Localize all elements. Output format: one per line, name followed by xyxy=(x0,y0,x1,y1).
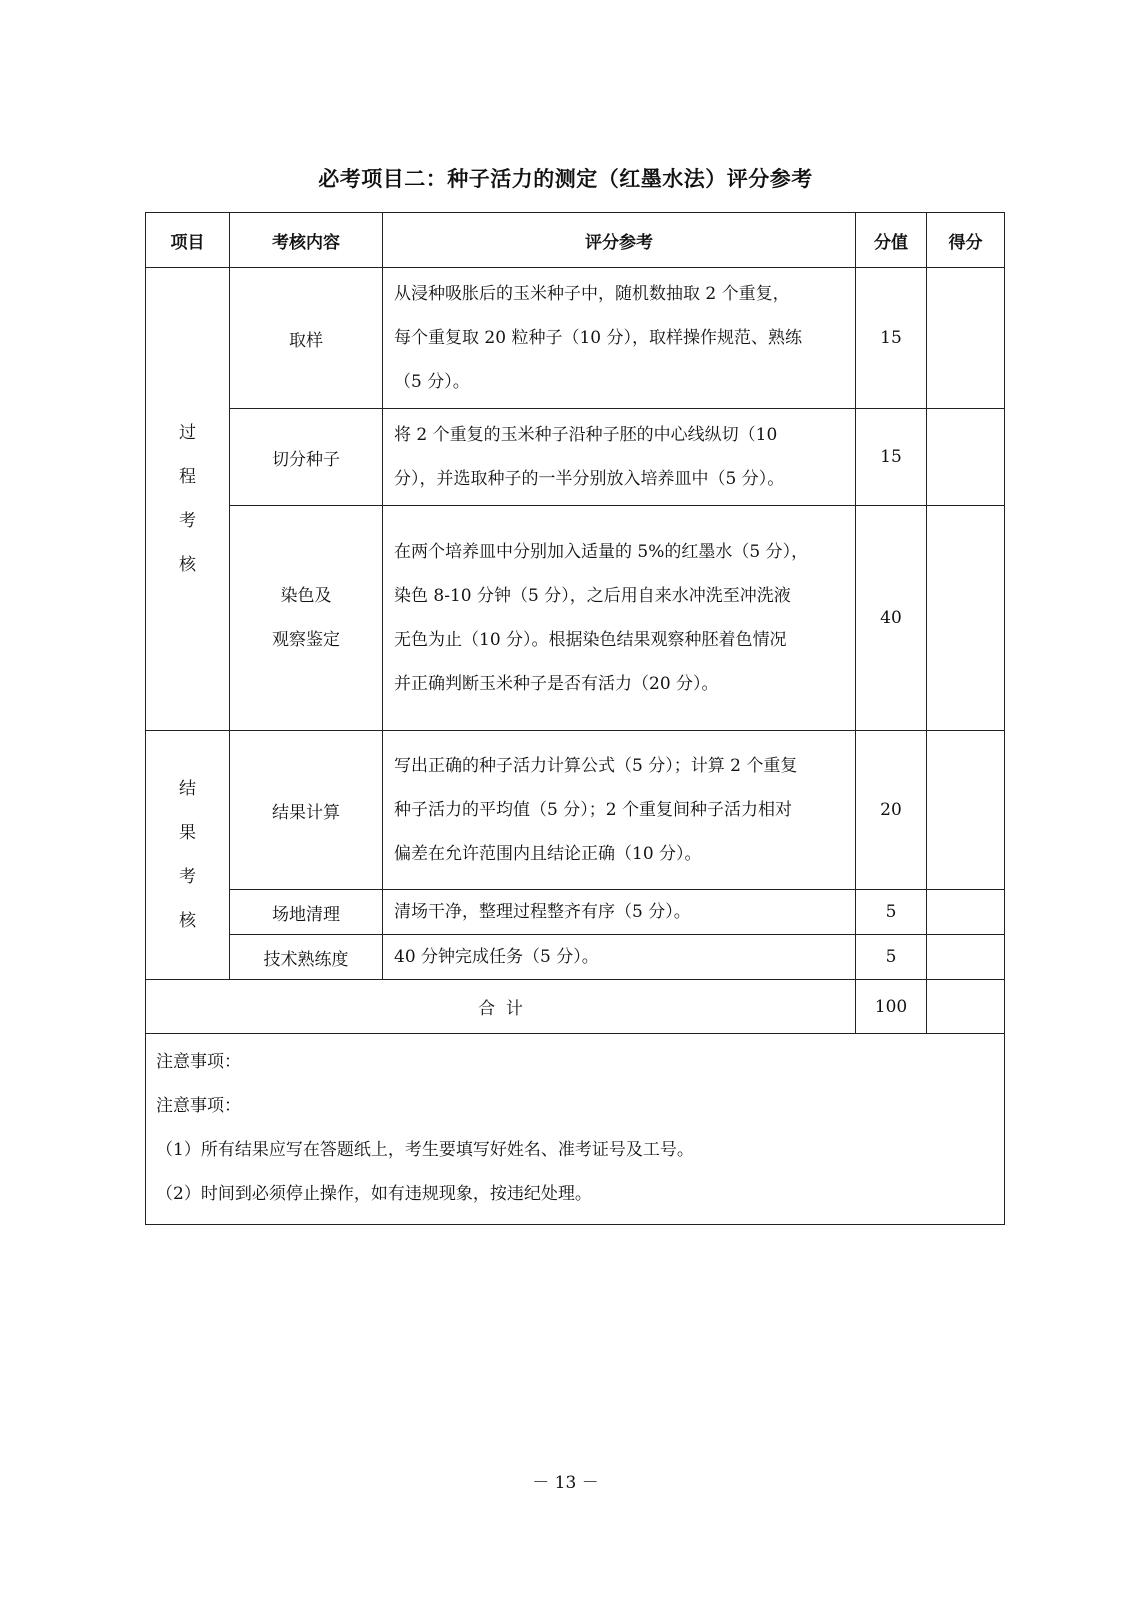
criteria-cell xyxy=(383,409,856,506)
group-label-char: 程 xyxy=(179,467,196,487)
table-row xyxy=(146,731,1005,890)
got-cell xyxy=(927,935,1005,980)
criteria-line: 种子活力的平均值（5 分）；2 个重复间种子活力相对 xyxy=(394,800,792,820)
score-cell: 5 xyxy=(856,890,927,935)
group-label-process xyxy=(146,268,230,731)
group-label-result xyxy=(146,731,230,980)
notes-line: 注意事项： xyxy=(156,1052,241,1072)
content-cell: 结果计算 xyxy=(230,731,383,890)
score-cell: 5 xyxy=(856,935,927,980)
criteria-line: 染色 8-10 分钟（5 分），之后用自来水冲洗至冲洗液 xyxy=(394,586,791,606)
score-cell: 15 xyxy=(856,268,927,409)
content-cell: 切分种子 xyxy=(230,409,383,506)
group-label-char: 核 xyxy=(179,911,196,931)
table-row xyxy=(146,409,1005,506)
total-label: 合 计 xyxy=(146,980,856,1034)
notes-line: 注意事项： xyxy=(156,1096,241,1116)
score-cell: 40 xyxy=(856,506,927,731)
notes-line: （2）时间到必须停止操作，如有违规现象，按违纪处理。 xyxy=(156,1184,592,1204)
content-line: 染色及 xyxy=(280,586,332,606)
header-row xyxy=(146,213,1005,268)
notes-cell xyxy=(146,1034,1005,1225)
header-content: 考核内容 xyxy=(230,213,383,268)
group-label-char: 考 xyxy=(179,511,196,531)
total-score: 100 xyxy=(856,980,927,1034)
criteria-cell xyxy=(383,506,856,731)
table-row xyxy=(146,506,1005,731)
criteria-line: 从浸种吸胀后的玉米种子中，随机数抽取 2 个重复， xyxy=(394,284,790,304)
content-line: 观察鉴定 xyxy=(272,630,340,650)
got-cell xyxy=(927,409,1005,506)
content-cell xyxy=(230,506,383,731)
scoring-table xyxy=(145,212,1005,1225)
criteria-cell xyxy=(383,268,856,409)
table-row xyxy=(146,890,1005,935)
criteria-line: 并正确判断玉米种子是否有活力（20 分）。 xyxy=(394,674,719,694)
group-label-char: 核 xyxy=(179,555,196,575)
score-cell: 20 xyxy=(856,731,927,890)
criteria-cell xyxy=(383,731,856,890)
content-cell: 取样 xyxy=(230,268,383,409)
criteria-cell xyxy=(383,890,856,935)
got-cell xyxy=(927,731,1005,890)
content-cell: 场地清理 xyxy=(230,890,383,935)
group-label-char: 过 xyxy=(179,423,196,443)
criteria-line: 分），并选取种子的一半分别放入培养皿中（5 分）。 xyxy=(394,469,785,489)
criteria-line: 偏差在允许范围内且结论正确（10 分）。 xyxy=(394,844,702,864)
header-item: 项目 xyxy=(146,213,230,268)
criteria-line: 在两个培养皿中分别加入适量的 5%的红墨水（5 分）， xyxy=(394,542,809,562)
got-cell xyxy=(927,268,1005,409)
total-got xyxy=(927,980,1005,1034)
notes-line: （1）所有结果应写在答题纸上，考生要填写好姓名、准考证号及工号。 xyxy=(156,1140,694,1160)
criteria-line: （5 分）。 xyxy=(394,372,470,392)
criteria-line: 将 2 个重复的玉米种子沿种子胚的中心线纵切（10 xyxy=(394,425,778,445)
criteria-line: 无色为止（10 分）。根据染色结果观察种胚着色情况 xyxy=(394,630,787,650)
criteria-cell xyxy=(383,935,856,980)
group-label-char: 果 xyxy=(179,823,196,843)
got-cell xyxy=(927,890,1005,935)
total-row xyxy=(146,980,1005,1034)
criteria-line: 写出正确的种子活力计算公式（5 分）；计算 2 个重复 xyxy=(394,756,798,776)
criteria-line: 40 分钟完成任务（5 分）。 xyxy=(394,947,599,967)
score-cell: 15 xyxy=(856,409,927,506)
header-score: 分值 xyxy=(856,213,927,268)
page-number: － 13 － xyxy=(532,1473,599,1493)
group-label-char: 考 xyxy=(179,867,196,887)
header-criteria: 评分参考 xyxy=(383,213,856,268)
group-label-char: 结 xyxy=(179,779,196,799)
got-cell xyxy=(927,506,1005,731)
criteria-line: 每个重复取 20 粒种子（10 分），取样操作规范、熟练 xyxy=(394,328,802,348)
content-cell: 技术熟练度 xyxy=(230,935,383,980)
table-row xyxy=(146,268,1005,409)
criteria-line: 清场干净，整理过程整齐有序（5 分）。 xyxy=(394,902,691,922)
page-title: 必考项目二：种子活力的测定（红墨水法）评分参考 xyxy=(318,167,813,191)
notes-row xyxy=(146,1034,1005,1225)
header-got: 得分 xyxy=(927,213,1005,268)
table-row xyxy=(146,935,1005,980)
